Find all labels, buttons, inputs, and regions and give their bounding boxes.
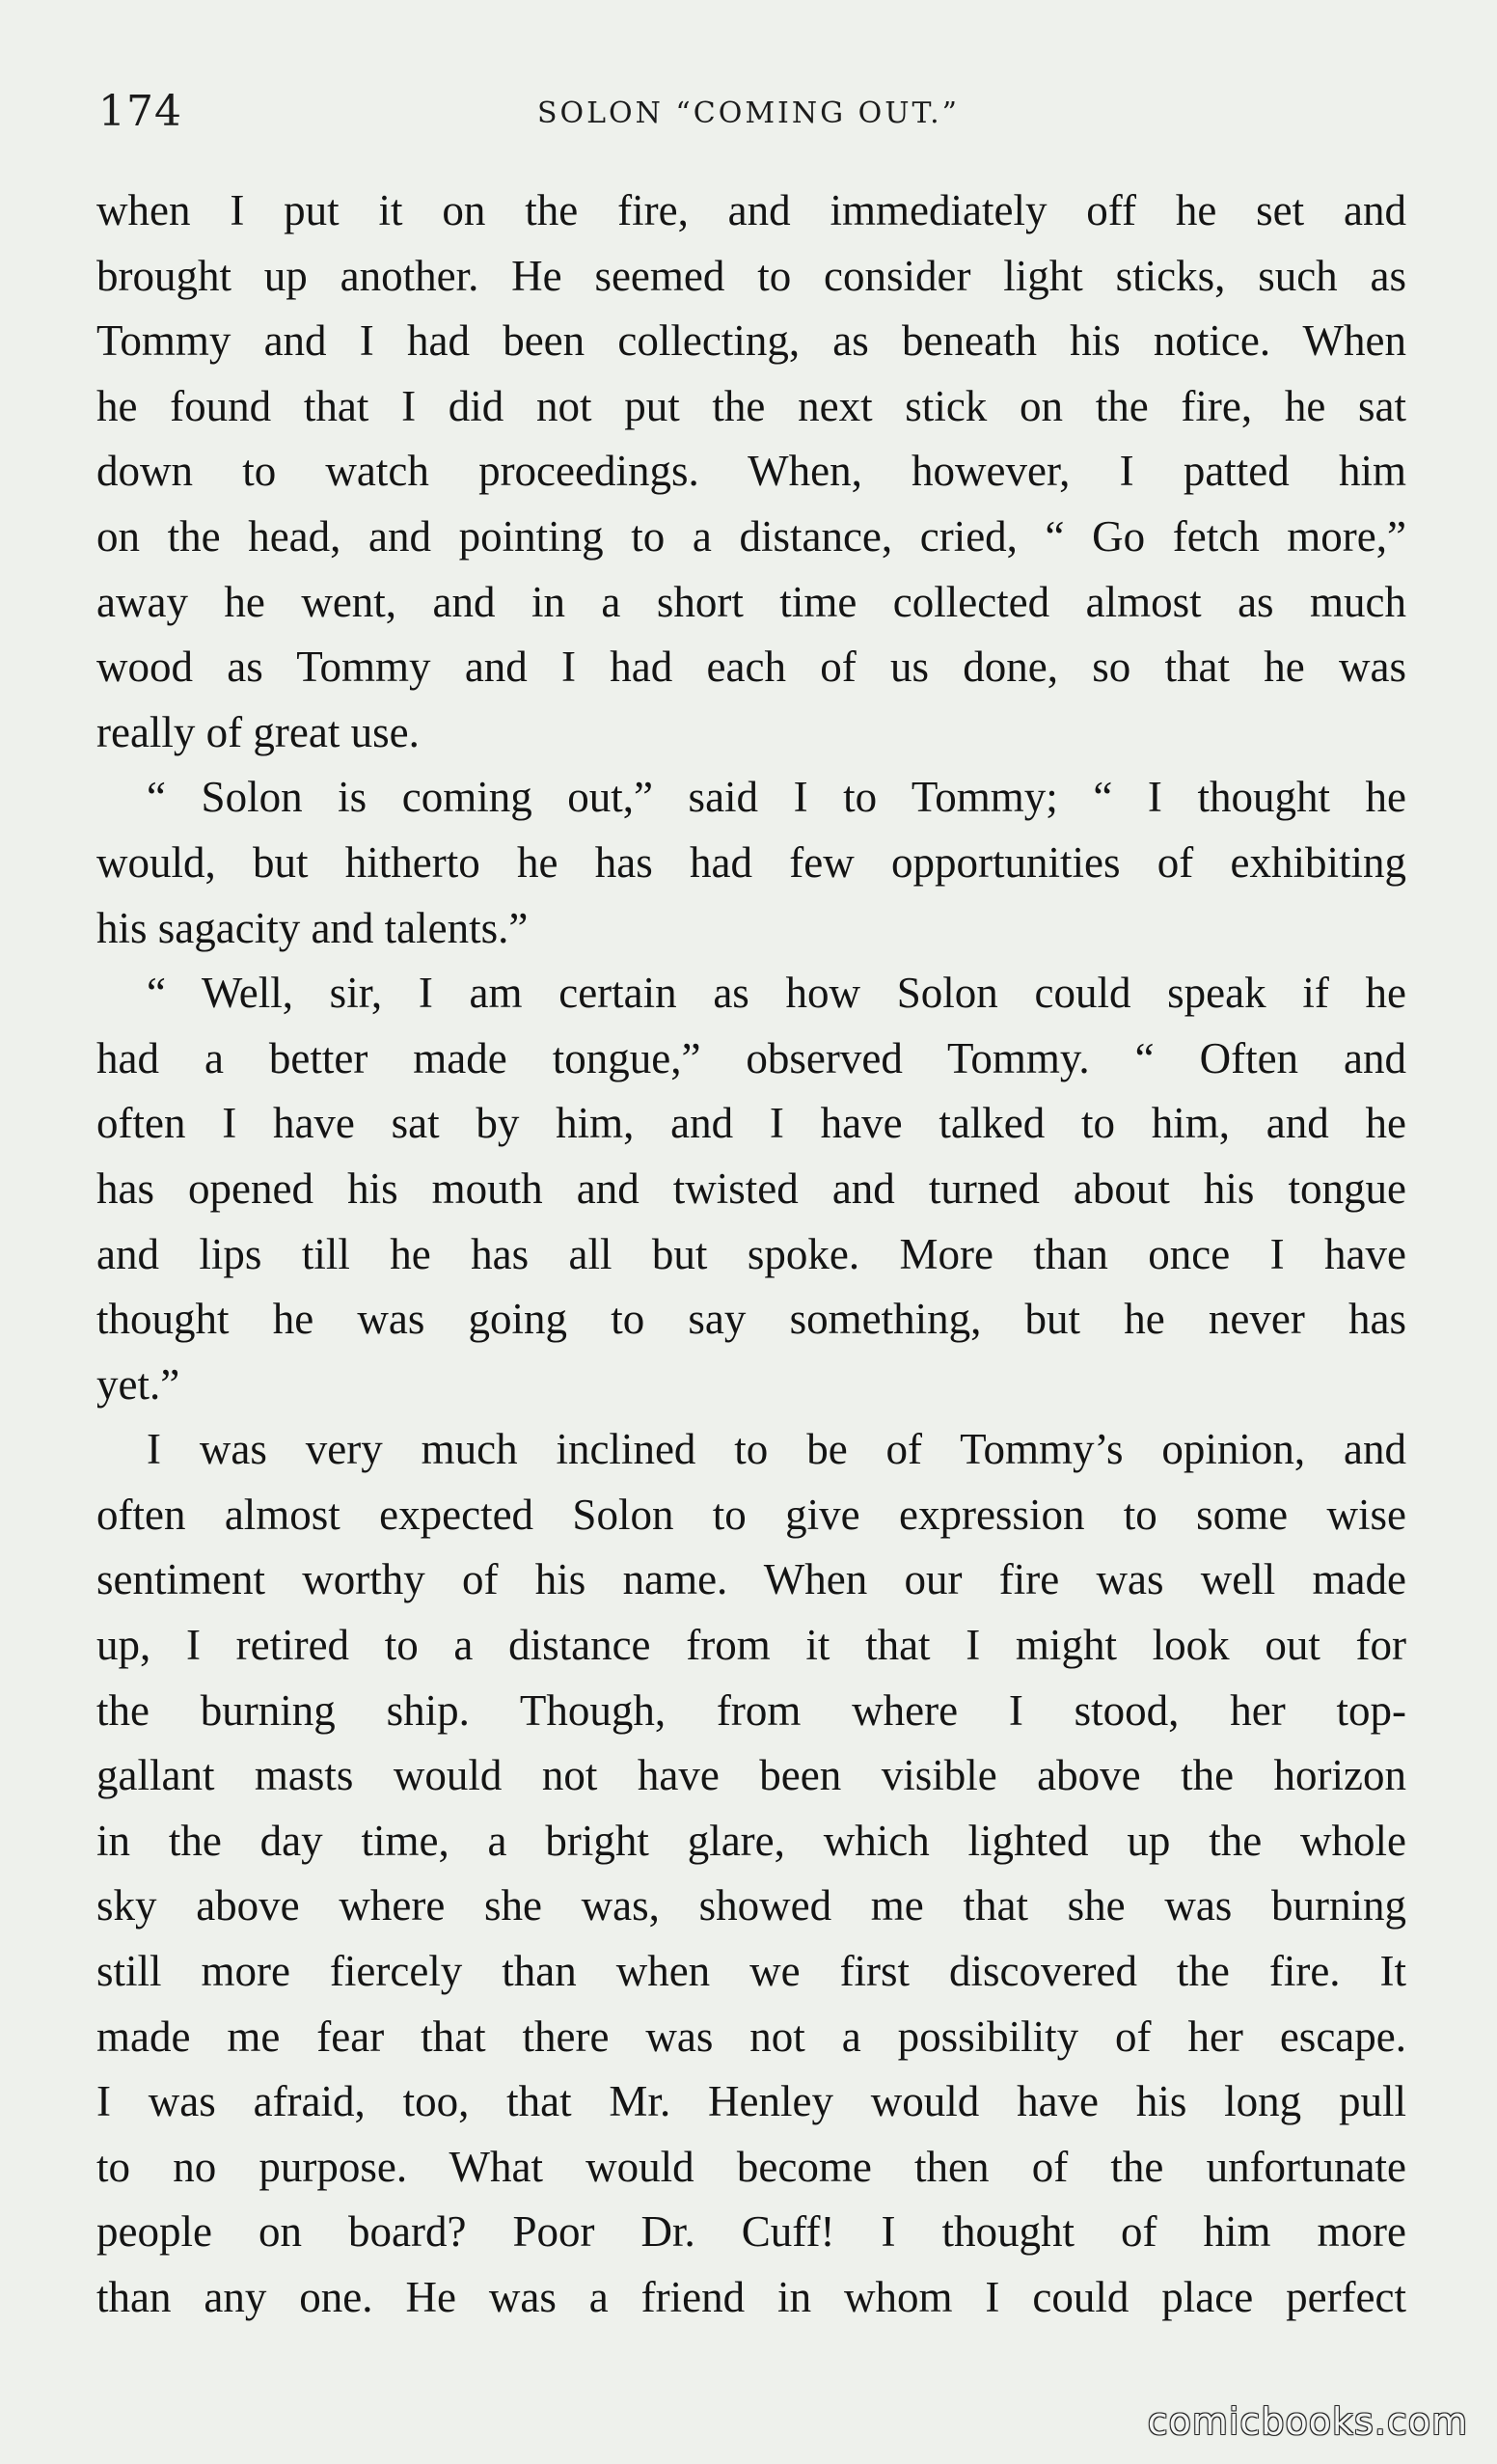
text-line: I was very much inclined to be of Tommy’s opinion, and — [147, 1425, 1406, 1474]
text-line: people on board? Poor Dr. Cuff! I thought of him more — [96, 2207, 1406, 2257]
text-line: to no purpose. What would become then of the unfortunate — [96, 2142, 1406, 2191]
text-line: has opened his mouth and twisted and turned about his tongue — [96, 1164, 1406, 1213]
text-line: away he went, and in a short time collected almost as much — [96, 577, 1406, 626]
page-number: 174 — [98, 87, 182, 136]
text-line: sky above where she was, showed me that she was burning — [96, 1881, 1406, 1930]
text-line: I was afraid, too, that Mr. Henley would have his long pull — [96, 2077, 1406, 2126]
text-line: his sagacity and talents.” — [96, 903, 529, 952]
text-line: when I put it on the fire, and immediately off he set and — [96, 186, 1406, 234]
text-line: brought up another. He seemed to consider light sticks, such as — [96, 251, 1406, 300]
text-line: “ Well, sir, I am certain as how Solon could speak if he — [147, 969, 1406, 1018]
watermark-logo: comicbooks.com — [1147, 2400, 1468, 2443]
body-text — [96, 178, 1406, 2331]
text-line: up, I retired to a distance from it that I might look out for — [96, 1621, 1406, 1670]
text-line: often I have sat by him, and I have talked to him, and he — [96, 1099, 1406, 1148]
text-line: “ Solon is coming out,” said I to Tommy; “ I thought he — [147, 773, 1406, 822]
text-line: down to watch proceedings. When, however, I patted him — [96, 447, 1406, 496]
text-line: thought he was going to say something, but he never has — [96, 1295, 1406, 1344]
text-line: had a better made tongue,” observed Tommy. “ Often and — [96, 1033, 1406, 1082]
text-line: sentiment worthy of his name. When our fire was well made — [96, 1555, 1406, 1604]
text-line: still more fiercely than when we first discovered the fire. It — [96, 1947, 1406, 1996]
text-line: yet.” — [96, 1359, 180, 1409]
text-line: Tommy and I had been collecting, as beneath his notice. When — [96, 316, 1406, 366]
text-line: really of great use. — [96, 707, 420, 756]
text-line: wood as Tommy and I had each of us done, so that he was — [96, 643, 1406, 692]
text-line: on the head, and pointing to a distance, cried, “ Go fetch more,” — [96, 511, 1406, 561]
text-line: made me fear that there was not a possibility of her escape. — [96, 2012, 1406, 2061]
text-line: the burning ship. Though, from where I stood, her top- — [96, 1685, 1406, 1735]
text-line: often almost expected Solon to give expression to some wise — [96, 1490, 1406, 1539]
text-line: would, but hitherto he has had few opportunities of exhibiting — [96, 837, 1406, 887]
page-header — [96, 87, 1401, 145]
text-line: gallant masts would not have been visible above the horizon — [96, 1751, 1406, 1800]
running-head: SOLON “COMING OUT.” — [536, 96, 960, 130]
text-line: than any one. He was a friend in whom I could place perfect — [96, 2273, 1406, 2321]
text-line: he found that I did not put the next stick on the fire, he sat — [96, 381, 1406, 430]
text-line: in the day time, a bright glare, which lighted up the whole — [96, 1816, 1406, 1865]
text-line: and lips till he has all but spoke. More than once I have — [96, 1229, 1406, 1278]
